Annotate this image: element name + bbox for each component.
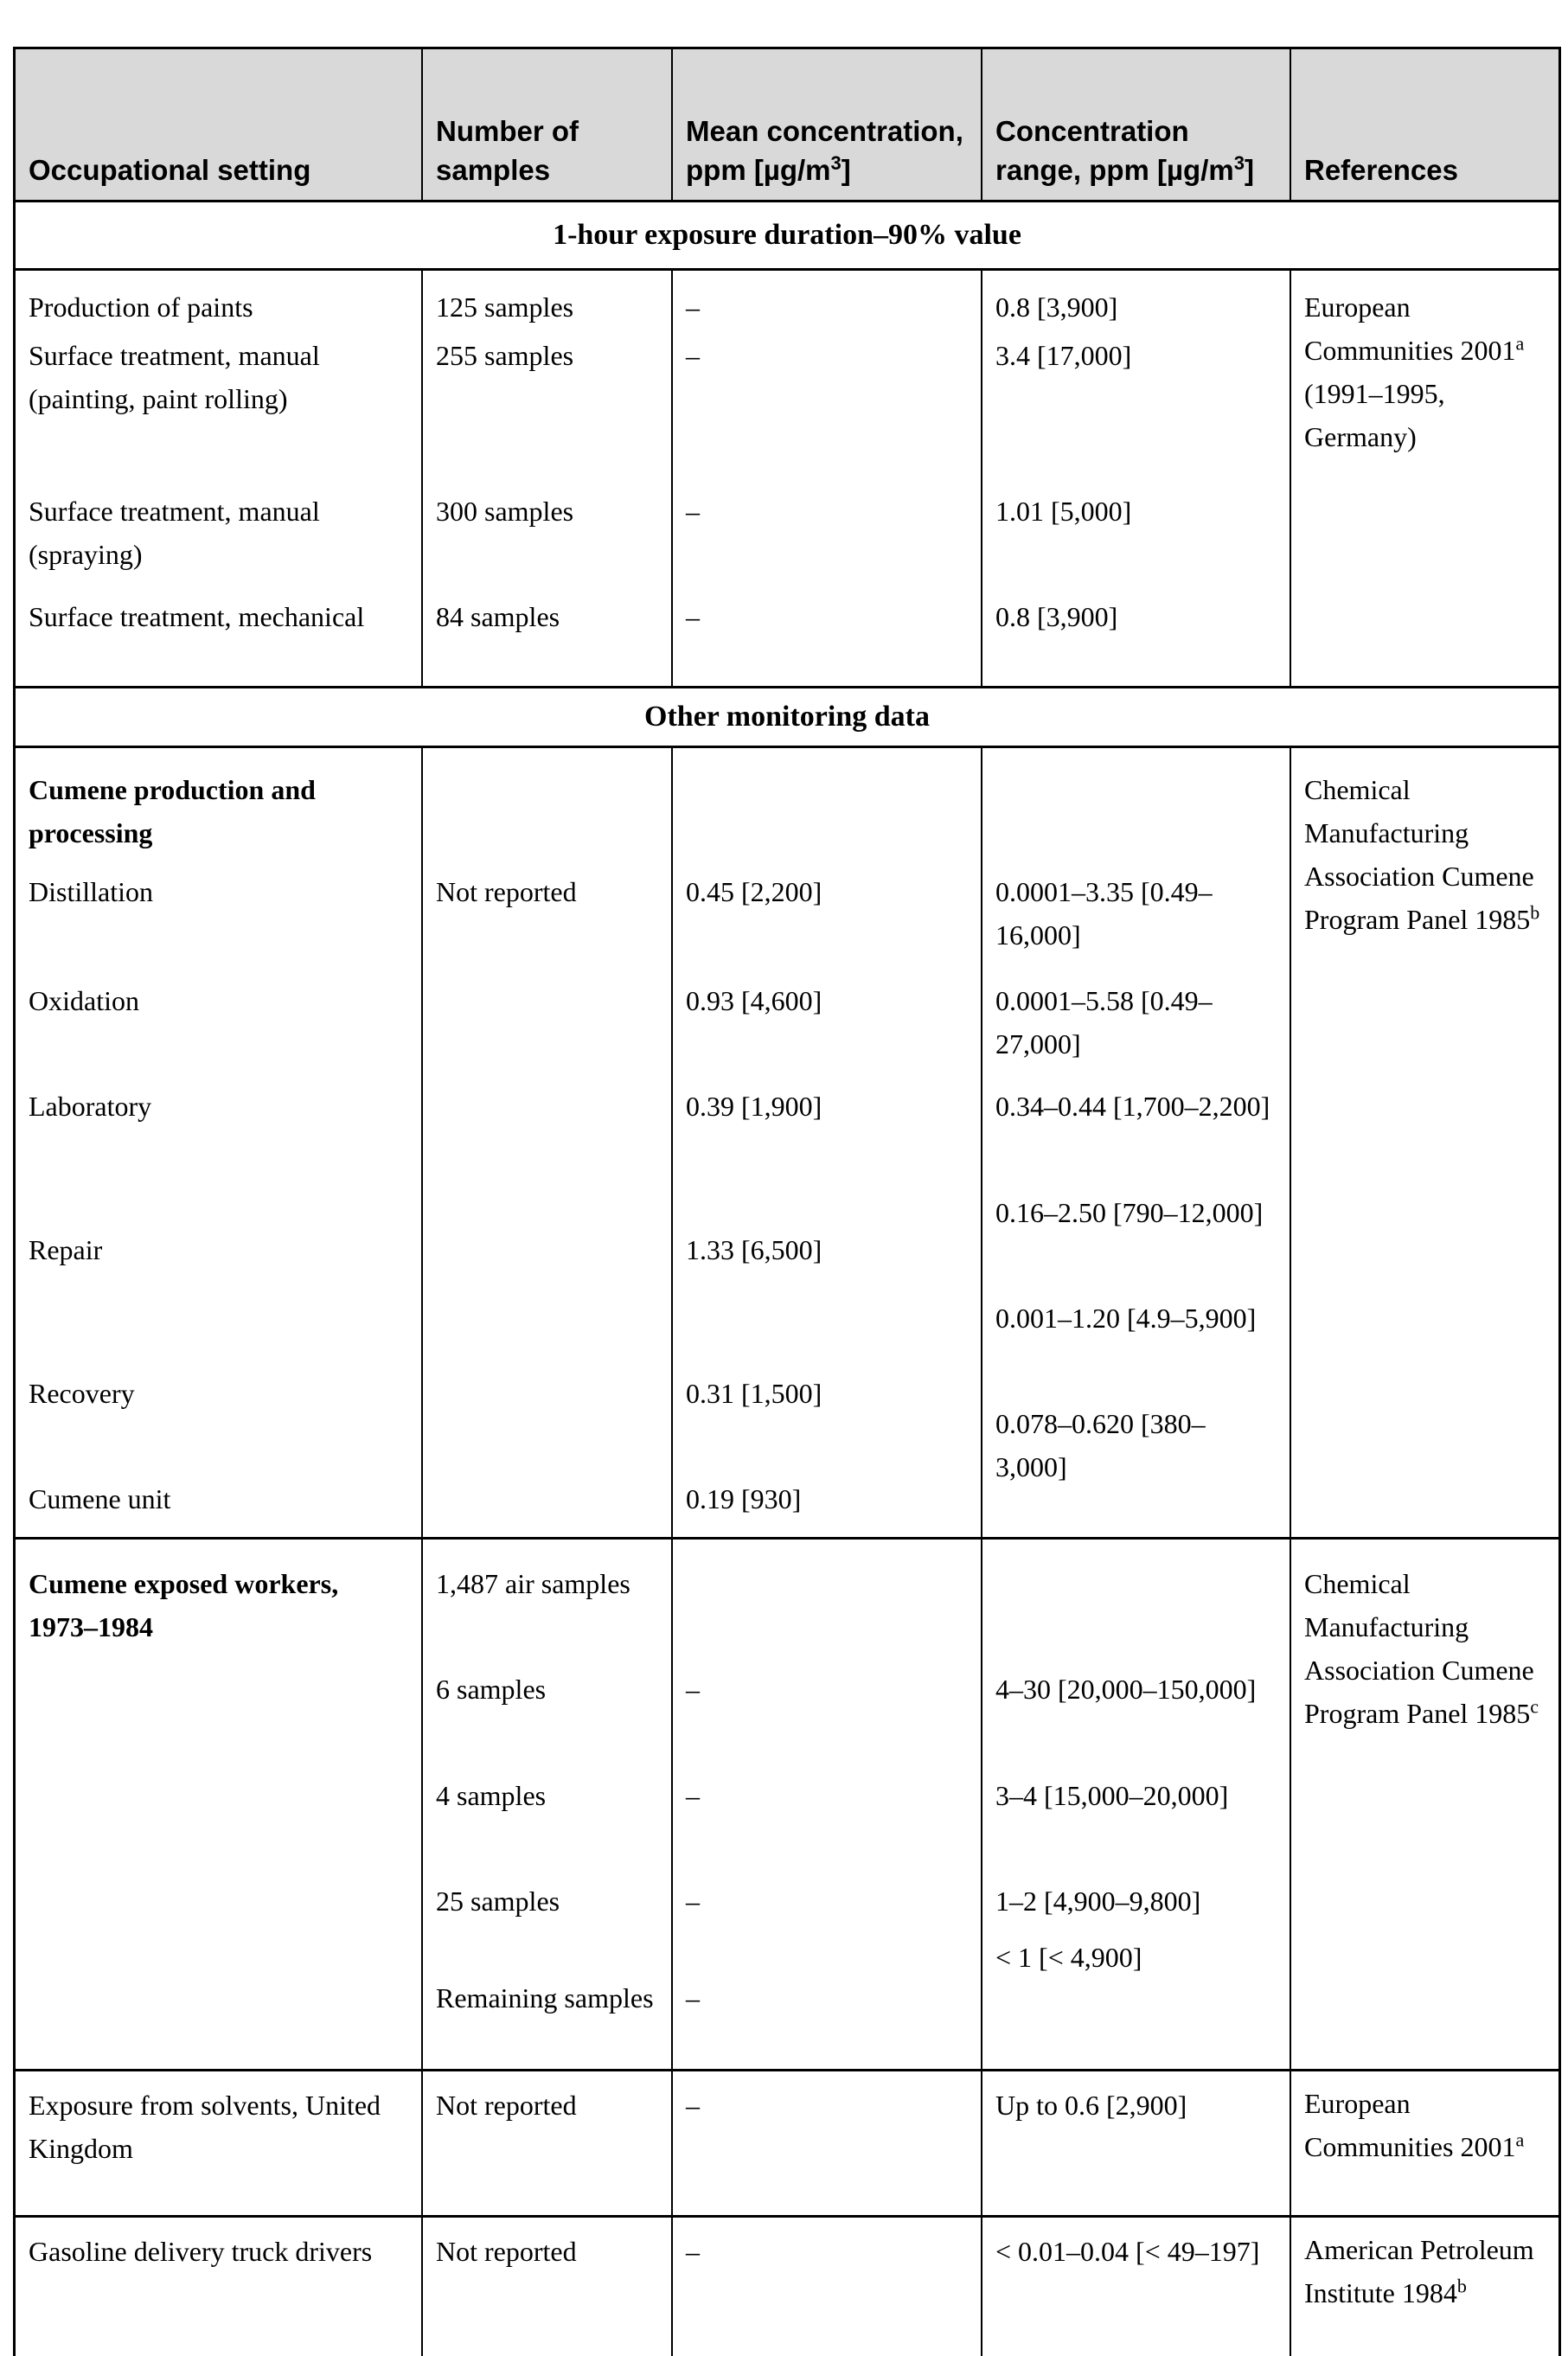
range-cell: 3.4 [17,000]	[995, 340, 1132, 371]
reference-text: European Communities 2001	[1304, 291, 1516, 366]
reference-cell	[1304, 2228, 1545, 2314]
col-mean-concentration	[673, 1540, 982, 2069]
setting-cell: Gasoline delivery truck drivers	[29, 2236, 373, 2267]
footnote-marker: a	[1515, 332, 1525, 355]
col-concentration-range	[982, 748, 1291, 1537]
col-concentration-range	[982, 2071, 1291, 2215]
mean-cell: 0.93 [4,600]	[686, 985, 822, 1016]
setting-cell: Oxidation	[29, 985, 139, 1016]
samples-cell: 255 samples	[436, 340, 574, 371]
col-references	[1291, 748, 1558, 1537]
col-number-of-samples	[423, 2218, 673, 2356]
header-mean-post: ]	[841, 154, 851, 186]
reference-text: Chemical Manufacturing Association Cumene Program Panel 1985	[1304, 774, 1534, 935]
samples-cell: 25 samples	[436, 1885, 560, 1917]
col-mean-concentration	[673, 748, 982, 1537]
header-mean-concentration	[686, 112, 972, 189]
col-number-of-samples	[423, 748, 673, 1537]
header-col-occupational-setting	[16, 49, 423, 200]
header-range-pre: Concentration range, ppm [µg/m	[995, 115, 1234, 186]
range-cell: < 0.01–0.04 [< 49–197]	[995, 2236, 1260, 2267]
range-cell: 0.0001–5.58 [0.49–27,000]	[995, 985, 1213, 1060]
section-title-text: 1-hour exposure duration–90% value	[553, 219, 1021, 251]
setting-cell: Cumene unit	[29, 1483, 171, 1514]
col-occupational-setting	[16, 748, 423, 1537]
cumene-production-rows	[16, 748, 1558, 1537]
reference-text: Chemical Manufacturing Association Cumene Program Panel 1985	[1304, 1568, 1534, 1729]
header-col-mean-concentration	[673, 49, 982, 200]
mean-cell: –	[686, 1780, 700, 1811]
col-references	[1291, 271, 1558, 686]
group-title-cell: Cumene exposed workers, 1973–1984	[29, 1568, 339, 1642]
setting-cell: Distillation	[29, 876, 153, 907]
section-title-1hour	[16, 200, 1558, 271]
samples-cell: 1,487 air samples	[436, 1568, 630, 1599]
reference-cell	[1304, 1562, 1545, 1735]
mean-cell: –	[686, 291, 700, 323]
range-cell: 0.8 [3,900]	[995, 601, 1118, 632]
col-mean-concentration	[673, 271, 982, 686]
mean-cell: 1.33 [6,500]	[686, 1234, 822, 1265]
header-col-references	[1291, 49, 1558, 200]
section-title-other-monitoring	[16, 686, 1558, 748]
mean-cell: –	[686, 1982, 700, 2013]
samples-cell: Not reported	[436, 876, 577, 907]
range-cell: Up to 0.6 [2,900]	[995, 2090, 1187, 2121]
solvents-row	[16, 2069, 1558, 2215]
section-title-text: Other monitoring data	[644, 701, 930, 733]
setting-cell: Production of paints	[29, 291, 253, 323]
setting-cell: Surface treatment, manual (spraying)	[29, 496, 320, 570]
range-cell: 0.001–1.20 [4.9–5,900]	[995, 1303, 1257, 1334]
mean-cell: –	[686, 2090, 700, 2121]
mean-cell: 0.19 [930]	[686, 1483, 802, 1514]
col-references	[1291, 2071, 1558, 2215]
col-mean-concentration	[673, 2071, 982, 2215]
mean-cell: –	[686, 1885, 700, 1917]
col-references	[1291, 1540, 1558, 2069]
cumene-workers-rows	[16, 1537, 1558, 2069]
header-col-concentration-range	[982, 49, 1291, 200]
header-mean-pre: Mean concentration, ppm [µg/m	[686, 115, 963, 186]
superscript-3: 3	[830, 152, 842, 174]
range-cell: 0.0001–3.35 [0.49–16,000]	[995, 876, 1213, 951]
footnote-marker: c	[1530, 1695, 1539, 1718]
footnote-marker: a	[1515, 2129, 1525, 2151]
range-cell: 0.078–0.620 [380–3,000]	[995, 1408, 1206, 1482]
setting-cell: Repair	[29, 1234, 103, 1265]
col-number-of-samples	[423, 271, 673, 686]
mean-cell: 0.39 [1,900]	[686, 1091, 822, 1122]
col-mean-concentration	[673, 2218, 982, 2356]
mean-cell: –	[686, 340, 700, 371]
col-concentration-range	[982, 2218, 1291, 2356]
col-references	[1291, 2218, 1558, 2356]
samples-cell: 4 samples	[436, 1780, 547, 1811]
table-header-row	[16, 49, 1558, 200]
range-cell: 3–4 [15,000–20,000]	[995, 1780, 1229, 1811]
samples-cell: Remaining samples	[436, 1982, 654, 2013]
range-cell: < 1 [< 4,900]	[995, 1942, 1142, 1973]
col-occupational-setting	[16, 1540, 423, 2069]
samples-cell: Not reported	[436, 2236, 577, 2267]
header-concentration-range	[995, 112, 1281, 189]
samples-cell: Not reported	[436, 2090, 577, 2121]
gasoline-row	[16, 2215, 1558, 2356]
setting-cell: Recovery	[29, 1378, 135, 1409]
range-cell: 1–2 [4,900–9,800]	[995, 1885, 1201, 1917]
mean-cell: –	[686, 1674, 700, 1705]
reference-cell	[1304, 2082, 1545, 2168]
header-references: References	[1304, 154, 1458, 186]
footnote-marker: b	[1530, 901, 1540, 924]
section-1hour-rows	[16, 271, 1558, 686]
reference-cell	[1304, 285, 1545, 458]
header-occupational-setting: Occupational setting	[29, 154, 311, 186]
samples-cell: 125 samples	[436, 291, 574, 323]
col-concentration-range	[982, 271, 1291, 686]
mean-cell: –	[686, 601, 700, 632]
header-number-of-samples: Number of samples	[436, 115, 579, 186]
setting-cell: Surface treatment, mechanical	[29, 601, 365, 632]
reference-text: European Communities 2001	[1304, 2088, 1516, 2162]
mean-cell: 0.45 [2,200]	[686, 876, 822, 907]
range-cell: 4–30 [20,000–150,000]	[995, 1674, 1257, 1705]
setting-cell: Surface treatment, manual (painting, paint rolling)	[29, 340, 320, 414]
reference-text-cont: (1991–1995, Germany)	[1304, 378, 1445, 452]
samples-cell: 300 samples	[436, 496, 574, 527]
superscript-3: 3	[1233, 152, 1245, 174]
range-cell: 0.16–2.50 [790–12,000]	[995, 1197, 1264, 1228]
occupational-exposure-table	[13, 47, 1561, 2356]
header-range-post: ]	[1244, 154, 1254, 186]
col-concentration-range	[982, 1540, 1291, 2069]
col-number-of-samples	[423, 1540, 673, 2069]
mean-cell: –	[686, 2236, 700, 2267]
col-number-of-samples	[423, 2071, 673, 2215]
col-occupational-setting	[16, 271, 423, 686]
samples-cell: 6 samples	[436, 1674, 547, 1705]
mean-cell: 0.31 [1,500]	[686, 1378, 822, 1409]
setting-cell: Exposure from solvents, United Kingdom	[29, 2090, 381, 2164]
range-cell: 0.34–0.44 [1,700–2,200]	[995, 1091, 1270, 1122]
range-cell: 0.8 [3,900]	[995, 291, 1118, 323]
setting-cell: Laboratory	[29, 1091, 152, 1122]
col-occupational-setting	[16, 2071, 423, 2215]
samples-cell: 84 samples	[436, 601, 560, 632]
mean-cell: –	[686, 496, 700, 527]
footnote-marker: b	[1456, 2275, 1467, 2297]
col-occupational-setting	[16, 2218, 423, 2356]
header-col-number-of-samples	[423, 49, 673, 200]
group-title-cell: Cumene production and processing	[29, 774, 316, 848]
reference-cell	[1304, 768, 1545, 941]
reference-text: American Petroleum Institute 1984	[1304, 2234, 1534, 2308]
range-cell: 1.01 [5,000]	[995, 496, 1132, 527]
